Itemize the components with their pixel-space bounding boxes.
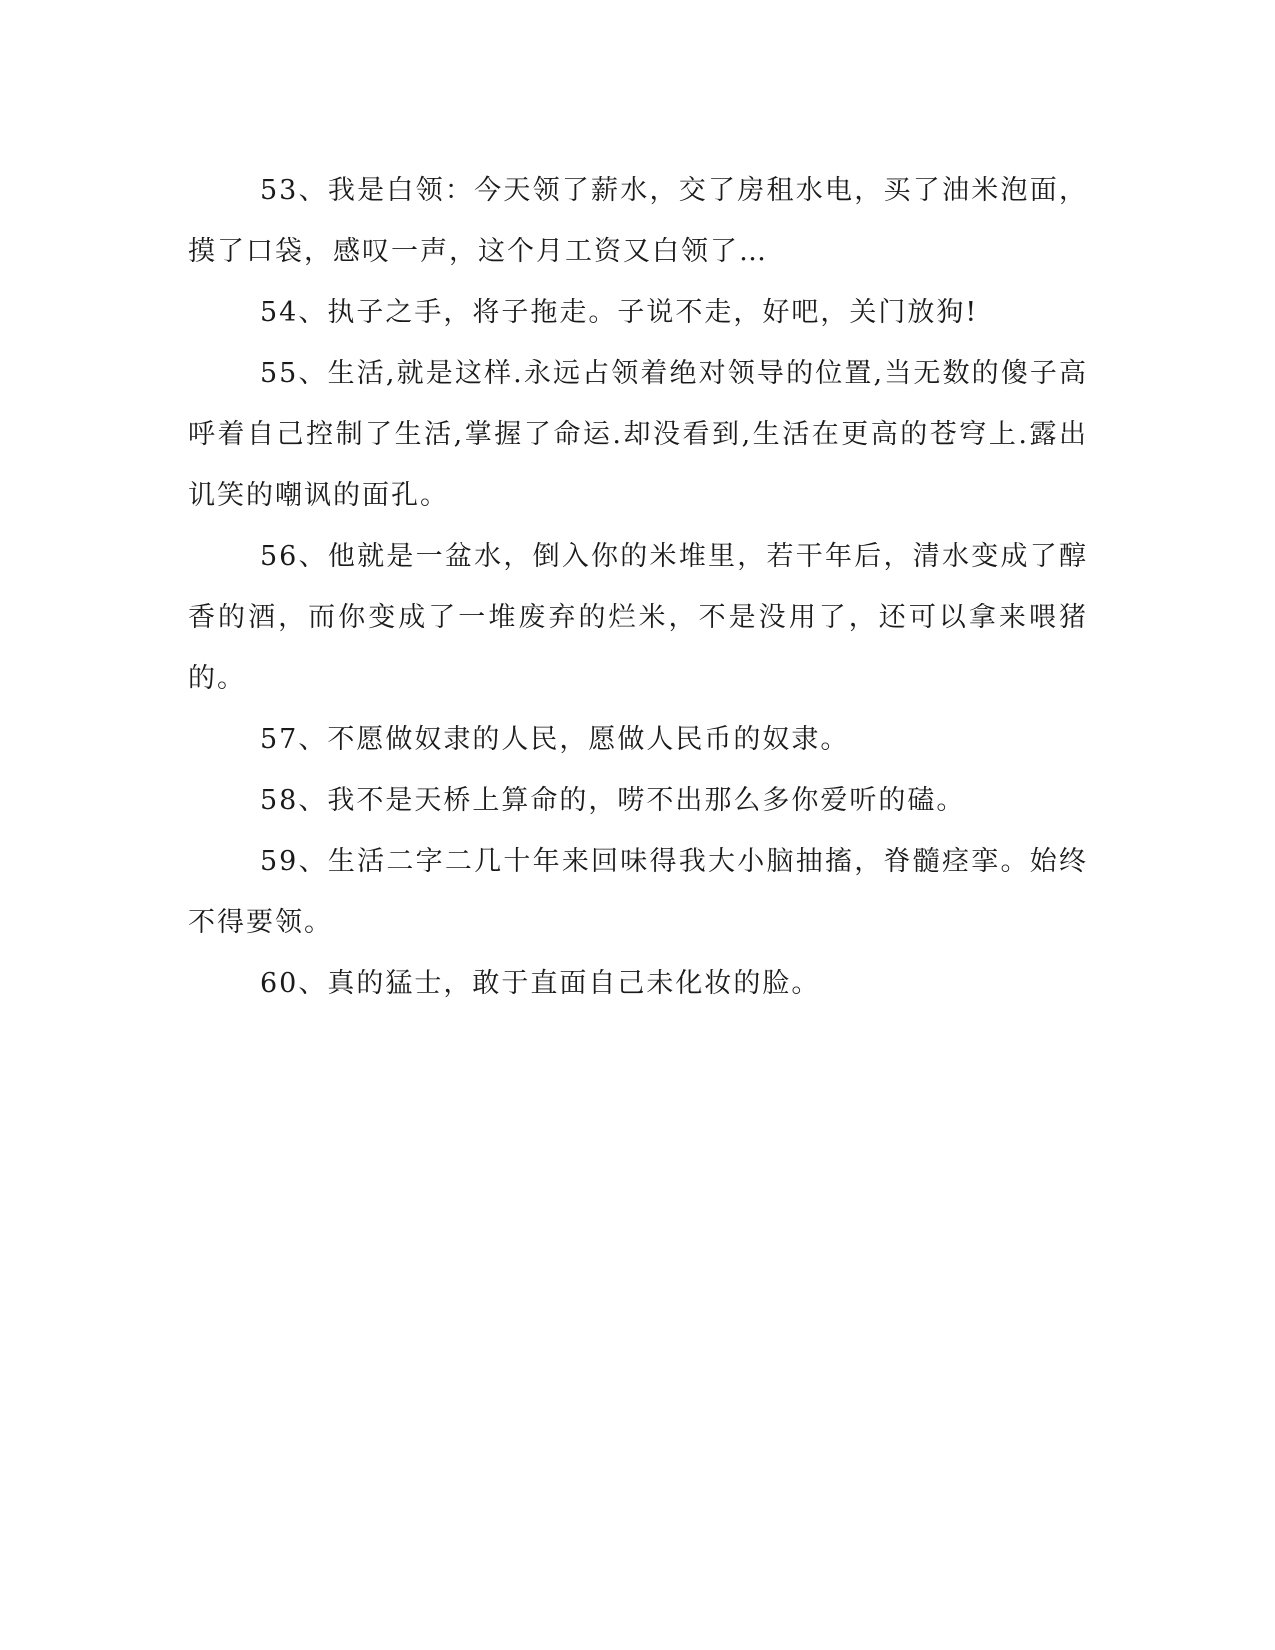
document-body — [188, 160, 1088, 1014]
paragraph-60: 60、真的猛士，敢于直面自己未化妆的脸。 — [260, 968, 821, 999]
paragraph-54: 54、执子之手，将子拖走。子说不走，好吧，关门放狗! — [260, 297, 979, 328]
paragraph-59: 59、生活二字二几十年来回味得我大小脑抽搐，脊髓痉挛。始终不得要领。 — [188, 846, 1088, 938]
paragraph-53: 53、我是白领：今天领了薪水，交了房租水电，买了油米泡面，摸了口袋，感叹一声，这个月工资又白领了… — [188, 175, 1088, 267]
paragraph-55: 55、生活,就是这样.永远占领着绝对领导的位置,当无数的傻子高呼着自己控制了生活,掌握了命运.却没看到,生活在更高的苍穹上.露出讥笑的嘲讽的面孔。 — [188, 358, 1088, 511]
paragraph-56: 56、他就是一盆水，倒入你的米堆里，若干年后，清水变成了醇香的酒，而你变成了一堆废弃的烂米，不是没用了，还可以拿来喂猪的。 — [188, 541, 1088, 694]
paragraph-58: 58、我不是天桥上算命的，唠不出那么多你爱听的磕。 — [260, 785, 966, 816]
paragraph-57: 57、不愿做奴隶的人民，愿做人民币的奴隶。 — [260, 724, 850, 755]
